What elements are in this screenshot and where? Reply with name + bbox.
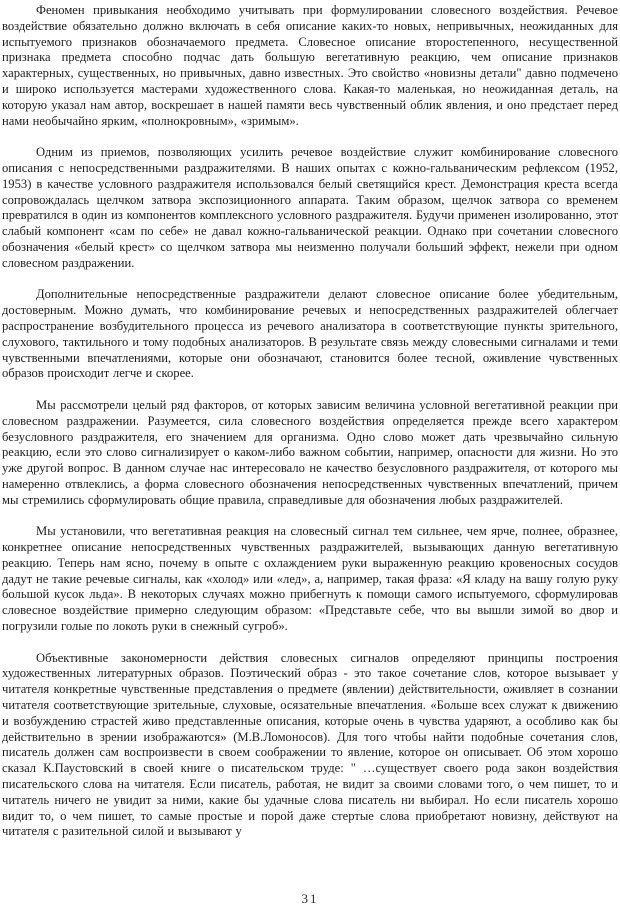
paragraph-habituation-phenomenon: Феномен привыкания необходимо учитывать при формулировании словесного воздействия. Речевое воздействие обязательно должно включать в себя описание каких-то новых, непривычных, неожиданных для испытуемого признаков обозначаемого предмета. Словесное описание второстепенного, несущественной признака предмета способно подчас дать большую вегетативную реакцию, чем описание признаков характерных, существенных, но привычных, давно известных. Это свойство «новизны детали" давно подмечено и широко используется мастерами художественного слова. Какая-то маленькая, но неожиданная деталь, на которую указал нам автор, воскрешает в нашей памяти весь чувственный облик явления, и оно предстает перед нами необычайно ярким, «полнокровным», «зримым». xyxy=(2,3,618,128)
paragraph-factors-reviewed: Мы рассмотрели целый ряд факторов, от которых зависим величина условной вегетативной реакции при словесном раздражении. Разумеется, сила словесного воздействия определяется прежде всего характером безусловного раздражителя, его значением для организма. Одно слово может дать чрезвычайно сильную реакцию, если это слово сигнализирует о каком-либо важном событии, например, опасности для жизни. Но это уже другой вопрос. В данном случае нас интересовало не качество безусловного раздражителя, от которого мы намеренно отвлеклись, а форма словесного обозначения непосредственных чувственных впечатлений, причем мы стремились сформулировать общие правила, справедливые для обозначения любых раздражителей. xyxy=(2,397,618,507)
paragraph-combining-stimuli: Одним из приемов, позволяющих усилить речевое воздействие служит комбинирование словесного описания с непосредственными раздражителями. В наших опытах с кожно-гальваническим рефлексом (1952, 1953) в качестве условного раздражителя использовался белый светящийся крест. Демонстрация креста всегда сопровождалась щелчком затвора экспозиционного аппарата. Таким образом, щелчок затвора со временем превратился в один из компонентов комплексного условного раздражителя. Будучи применен изолированно, этот слабый компонент «сам по себе» не давал кожно-гальванической реакции. Однако при сочетании словесного обозначения «белый крест» со щелчком затвора мы неизменно получали больший эффект, нежели при одном словесном раздражении. xyxy=(2,145,618,270)
page-number: 31 xyxy=(301,891,319,907)
paragraph-literary-images: Объективные закономерности действия словесных сигналов определяют принципы построения художественных литературных образов. Поэтический образ - это такое сочетание слов, которое вызывает у читателя конкретные чувственные представления о предмете (явлении) действительности, оживляет в сознании читателя соответствующие зрительные, слуховые, осязательные впечатления. «Больше всех служат к движению и возбуждению страстей живо представленные описания, которые очень в чувства ударяют, а особливо как бы действительно в зрении изображаются» (М.В.Ломоносов). Для того чтобы найти подобные сочетания слов, писатель должен сам воспроизвести в своем соображении то явление, которое он описывает. Об этом хорошо сказал К.Паустовский в своей книге о писательском труде: " …существует своего рода закон воздействия писательского слова на читателя. Если писатель, работая, не видит за своими словами того, о чем пишет, то и читатель ничего не увидит за ними, какие бы удачные слова писатель ни выбирал. Но если писатель хорошо видит то, о чем пишет, то самые простые и порой даже стертые слова приобретают новизну, действуют на читателя с разительной силой и вызывают у xyxy=(2,650,618,839)
paragraph-vegetative-reaction: Мы установили, что вегетативная реакция на словесный сигнал тем сильнее, чем ярче, полнее, образнее, конкретнее описание непосредственных чувственных раздражителей, вызывающих данную вегетативную реакцию. Теперь нам ясно, почему в опыте с охлаждением руки выраженную реакцию кровеносных сосудов дадут не такие речевые сигналы, как «холод» или «лед», а, например, такая фраза: «Я кладу на вашу голую руку большой кусок льда». В некоторых случаях можно прибегнуть к помощи самого испытуемого, сформулировав словесное воздействие примерно следующим образом: «Представьте себе, что вы вышли зимой во двор и погрузили голые по локоть руки в снежный сугроб». xyxy=(2,524,618,634)
paragraph-additional-stimuli: Дополнительные непосредственные раздражители делают словесное описание более убедительным, достоверным. Можно думать, что комбинирование речевых и непосредственных раздражителей облегчает распространение возбудительного процесса из речевого анализатора в соответствующие пункты зрительного, слухового, тактильного и тому подобных анализаторов. В результате связь между словесными сигналами и теми чувственными впечатлениями, которые они обозначают, становится более тесной, оживление чувственных образов происходит легче и скорее. xyxy=(2,287,618,381)
